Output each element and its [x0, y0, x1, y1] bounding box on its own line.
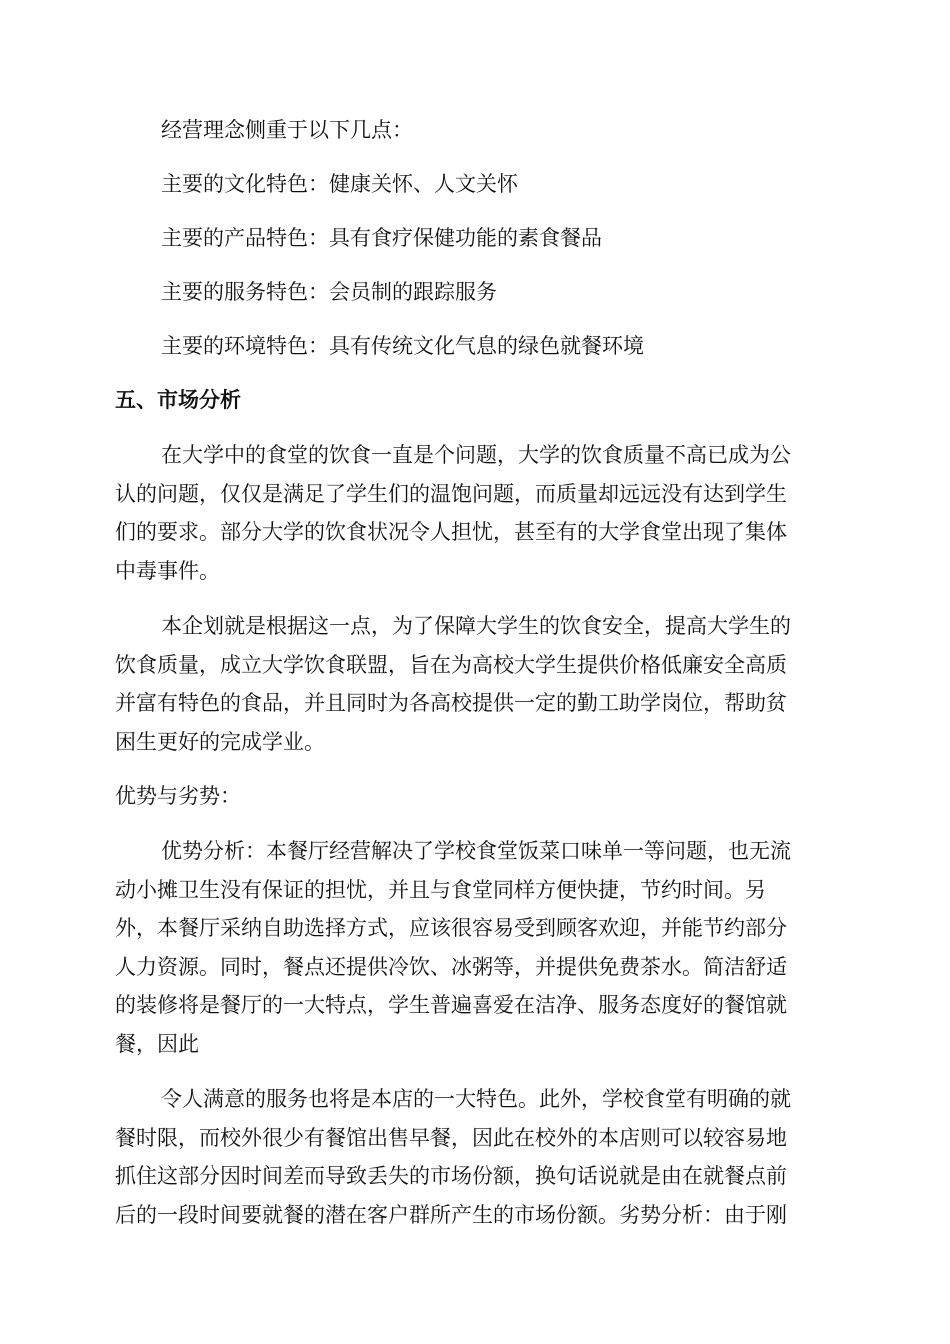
- paragraph-plan-purpose: [115, 607, 833, 761]
- paragraph-line: 餐时限，而校外很少有餐馆出售早餐，因此在校外的本店则可以较容易地: [115, 1125, 787, 1150]
- paragraph-line: 在大学中的食堂的饮食一直是个问题，大学的饮食质量不高已成为公: [161, 443, 791, 467]
- paragraph-line: 中毒事件。: [115, 558, 220, 583]
- paragraph-strength-analysis: [115, 832, 833, 1063]
- paragraph-line: 饮食质量，成立大学饮食联盟，旨在为高校大学生提供价格低廉安全高质: [115, 652, 787, 677]
- paragraph-line: 抓住这部分因时间差而导致丢失的市场份额，换句话说就是由在就餐点前: [115, 1164, 787, 1188]
- section-heading-market-analysis: 五、市场分析: [115, 387, 241, 412]
- philosophy-item-culture: 主要的文化特色：健康关怀、人文关怀: [161, 172, 518, 196]
- swot-label: 优势与劣势：: [115, 784, 241, 808]
- philosophy-item-service: 主要的服务特色：会员制的跟踪服务: [161, 280, 497, 304]
- paragraph-line: 优势分析：本餐厅经营解决了学校食堂饭菜口味单一等问题，也无流: [161, 839, 791, 863]
- paragraph-line: 令人满意的服务也将是本店的一大特色。此外，学校食堂有明确的就: [161, 1087, 791, 1111]
- paragraph-line: 餐，因此: [115, 1031, 199, 1056]
- paragraph-line: 本企划就是根据这一点，为了保障大学生的饮食安全，提高大学生的: [161, 614, 791, 638]
- paragraph-line: 外，本餐厅采纳自助选择方式，应该很容易受到顾客欢迎，并能节约部分: [115, 916, 787, 940]
- paragraph-line: 们的要求。部分大学的饮食状况令人担忧，甚至有的大学食堂出现了集体: [115, 520, 787, 544]
- paragraph-line: 的装修将是餐厅的一大特点，学生普遍喜爱在洁净、服务态度好的餐馆就: [115, 993, 787, 1017]
- paragraph-canteen-problem: [115, 436, 833, 590]
- paragraph-line: 困生更好的完成学业。: [115, 729, 325, 754]
- philosophy-item-environment: 主要的环境特色：具有传统文化气息的绿色就餐环境: [161, 334, 644, 358]
- paragraph-service-and-weakness: [115, 1080, 833, 1234]
- philosophy-item-product: 主要的产品特色：具有食疗保健功能的素食餐品: [161, 226, 602, 250]
- paragraph-line: 认的问题，仅仅是满足了学生们的温饱问题，而质量却远远没有达到学生: [115, 481, 787, 506]
- paragraph-line: 动小摊卫生没有保证的担忧，并且与食堂同样方便快捷，节约时间。另: [115, 877, 766, 902]
- paragraph-line: 后的一段时间要就餐的潜在客户群所产生的市场份额。劣势分析：由于刚: [115, 1202, 787, 1227]
- paragraph-line: 并富有特色的食品，并且同时为各高校提供一定的勤工助学岗位，帮助贫: [115, 691, 787, 715]
- document-page: [115, 112, 833, 1251]
- paragraph-line: 人力资源。同时，餐点还提供冷饮、冰粥等，并提供免费茶水。简洁舒适: [115, 954, 787, 979]
- philosophy-intro: 经营理念侧重于以下几点：: [161, 118, 413, 142]
